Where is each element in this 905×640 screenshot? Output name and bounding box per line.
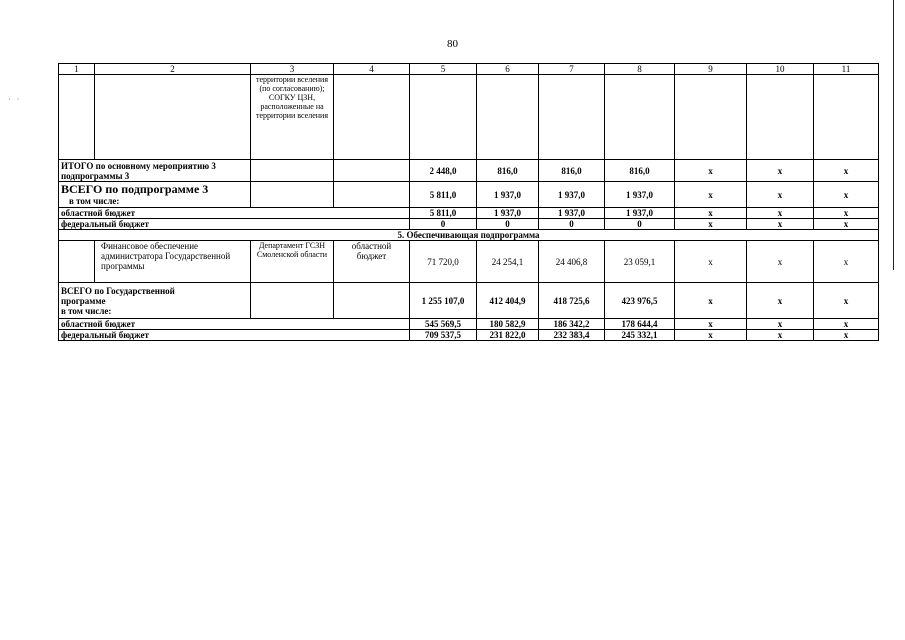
finance-v11: х [814, 241, 879, 283]
finance-v5: 71 720,0 [410, 241, 477, 283]
vsego-gp-label-cell [59, 283, 251, 319]
oblast3-row [59, 208, 879, 219]
col-num-2: 2 [95, 64, 251, 75]
finance-v7: 24 406,8 [539, 241, 605, 283]
col-num-8: 8 [605, 64, 675, 75]
finance-row [59, 241, 879, 283]
federal-gp-row [59, 330, 879, 341]
finance-label: Финансовое обеспечение администратора Государственной программы [95, 241, 251, 283]
col-num-1: 1 [59, 64, 95, 75]
federal-gp-v6: 231 822,0 [477, 330, 539, 341]
executor-continued: территории вселения (по согласованию); СОГКУ ЦЗН, расположенные на территории вселения [251, 75, 334, 160]
oblast-gp-v8: 178 644,4 [605, 319, 675, 330]
vsego-gp-row [59, 283, 879, 319]
federal-gp-v7: 232 383,4 [539, 330, 605, 341]
section5-title: 5. Обеспечивающая подпрограмма [59, 230, 879, 241]
oblast-gp-v6: 180 582,9 [477, 319, 539, 330]
itogo-v10: х [747, 160, 814, 182]
page-number: 80 [447, 38, 458, 50]
itogo-v7: 816,0 [539, 160, 605, 182]
finance-v6: 24 254,1 [477, 241, 539, 283]
oblast-gp-v9: х [675, 319, 747, 330]
vsego3-v5: 5 811,0 [410, 182, 477, 208]
col-num-3: 3 [251, 64, 334, 75]
section5-row [59, 230, 879, 241]
vsego-gp-v8: 423 976,5 [605, 283, 675, 319]
col-num-5: 5 [410, 64, 477, 75]
federal3-v9: х [675, 219, 747, 230]
federal-gp-v5: 709 537,5 [410, 330, 477, 341]
federal-gp-v8: 245 332,1 [605, 330, 675, 341]
oblast-gp-row [59, 319, 879, 330]
vsego3-v6: 1 937,0 [477, 182, 539, 208]
oblast3-v11: х [814, 208, 879, 219]
oblast3-v7: 1 937,0 [539, 208, 605, 219]
oblast3-v10: х [747, 208, 814, 219]
vsego3-row [59, 182, 879, 208]
vsego3-title: ВСЕГО по подпрограмме 3 [61, 182, 209, 196]
col-num-4: 4 [334, 64, 410, 75]
vsego3-subtitle: в том числе: [69, 196, 120, 206]
oblast3-v9: х [675, 208, 747, 219]
col-num-11: 11 [814, 64, 879, 75]
vsego-gp-v9: х [675, 283, 747, 319]
col-num-7: 7 [539, 64, 605, 75]
scan-specks: · · [8, 95, 22, 104]
federal3-v5: 0 [410, 219, 477, 230]
itogo-v5: 2 448,0 [410, 160, 477, 182]
oblast3-v6: 1 937,0 [477, 208, 539, 219]
itogo-v8: 816,0 [605, 160, 675, 182]
itogo-v9: х [675, 160, 747, 182]
federal-gp-v11: х [814, 330, 879, 341]
federal3-row [59, 219, 879, 230]
vsego3-v11: х [814, 182, 879, 208]
col-num-10: 10 [747, 64, 814, 75]
vsego3-v8: 1 937,0 [605, 182, 675, 208]
vsego-gp-v10: х [747, 283, 814, 319]
oblast-gp-v11: х [814, 319, 879, 330]
federal3-v11: х [814, 219, 879, 230]
oblast-gp-v7: 186 342,2 [539, 319, 605, 330]
itogo-v6: 816,0 [477, 160, 539, 182]
itogo-row [59, 160, 879, 182]
federal3-v10: х [747, 219, 814, 230]
oblast3-label: областной бюджет [59, 208, 410, 219]
finance-v9: х [675, 241, 747, 283]
federal-gp-v9: х [675, 330, 747, 341]
vsego3-v7: 1 937,0 [539, 182, 605, 208]
finance-executor: Департамент ГСЗН Смоленской области [251, 241, 334, 283]
federal3-label: федеральный бюджет [59, 219, 410, 230]
itogo-label: ИТОГО по основному мероприятию 3 подпрограммы 3 [59, 160, 251, 182]
vsego3-v10: х [747, 182, 814, 208]
col-num-9: 9 [675, 64, 747, 75]
oblast-gp-label: областной бюджет [59, 319, 410, 330]
vsego-gp-subtitle: в том числе: [61, 305, 112, 316]
oblast-gp-v5: 545 569,5 [410, 319, 477, 330]
col-num-6: 6 [477, 64, 539, 75]
vsego3-label [59, 182, 251, 208]
vsego-gp-v6: 412 404,9 [477, 283, 539, 319]
federal-gp-v10: х [747, 330, 814, 341]
federal-gp-label: федеральный бюджет [59, 330, 410, 341]
oblast-gp-v10: х [747, 319, 814, 330]
oblast3-v8: 1 937,0 [605, 208, 675, 219]
vsego-gp-v7: 418 725,6 [539, 283, 605, 319]
column-number-row [59, 64, 879, 75]
vsego3-v9: х [675, 182, 747, 208]
vsego-gp-v5: 1 255 107,0 [410, 283, 477, 319]
oblast3-v5: 5 811,0 [410, 208, 477, 219]
federal3-v6: 0 [477, 219, 539, 230]
budget-table [58, 63, 879, 341]
finance-v10: х [747, 241, 814, 283]
itogo-v11: х [814, 160, 879, 182]
finance-v8: 23 059,1 [605, 241, 675, 283]
vsego-gp-v11: х [814, 283, 879, 319]
continuation-row [59, 75, 879, 160]
federal3-v8: 0 [605, 219, 675, 230]
finance-source: областной бюджет [334, 241, 410, 283]
scan-edge-line [893, 0, 894, 270]
vsego-gp-label: ВСЕГО по Государственной программе [61, 285, 175, 306]
federal3-v7: 0 [539, 219, 605, 230]
